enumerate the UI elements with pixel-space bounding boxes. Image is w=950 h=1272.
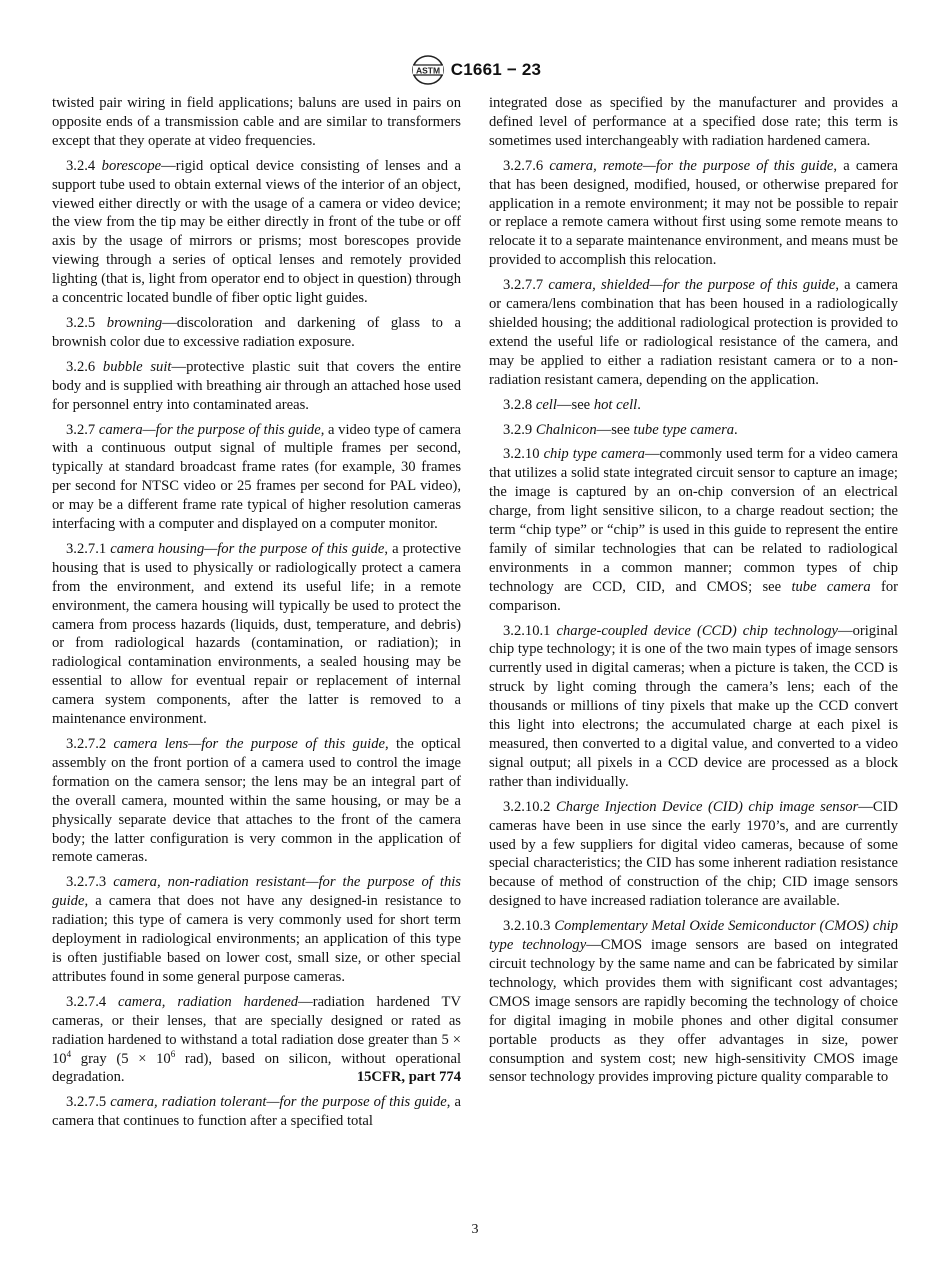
- definition-camera-lens: 3.2.7.2 camera lens—for the purpose of this guide, the optical assembly on the front portion of a camera used to control the image formation on the camera sensor; the lens may be an integral part of the overall camera, mounted within the same housing, or may be a physically separate device that attaches to the front of the camera body; the latter configuration is very common in the application of remote cameras.: [52, 736, 461, 866]
- left-column: [52, 94, 461, 1137]
- definition-camera-shielded: 3.2.7.7 camera, shielded—for the purpose of this guide, a camera or camera/lens combination that has been housed in a radiologically shielded housing; the additional radiological protection is provided to extend the useful life or radiological resistance of the camera, and may be applied to either a radiation resistant camera or to a non-radiation resistant camera, depending on the application.: [489, 277, 898, 388]
- definition-camera-radiation-hardened: 3.2.7.4 camera, radiation hardened—radiation hardened TV cameras, or their lenses, that are specially designed or rated as radiation hardened to withstand a total radiation dose greater than $5 \times 10^4$ gray ($5 \times 10^6$ rad), based on silicon, without operational degradation. 15CFR, part 774: [52, 993, 461, 1086]
- right-column: [489, 94, 898, 1093]
- definition-camera-non-radiation-resistant: 3.2.7.3 camera, non-radiation resistant—for the purpose of this guide, a camera that does not have any designed-in resistance to radiation; this type of camera is very commonly used for short term deployment in radiological environments; an application of this type is often justifiable based on lower cost, small size, or other special attributes found in some general purpose cameras.: [52, 874, 461, 985]
- definition-cell: 3.2.8 cell—see hot cell.: [503, 396, 641, 413]
- definition-ccd: 3.2.10.1 charge-coupled device (CCD) chip technology—original chip type technology; it is one of the two main types of image sensors currently used in digital cameras; when a picture is taken, the CCD is struck by light coming through the camera’s lens; each of the thousands or millions of tiny pixels that make up the CCD convert this light into electrons; the accumulated charge at each pixel is measured, then converted to a digital value, and converted to a video signal output; all pixels in a CCD device are processed as a block rather than individually.: [489, 622, 898, 790]
- definition-chalnicon: 3.2.9 Chalnicon—see tube type camera.: [503, 421, 738, 438]
- definition-browning: 3.2.5 browning—discoloration and darkening of glass to a brownish color due to excessive radiation exposure.: [52, 314, 461, 350]
- document-id: C1661 − 23: [450, 60, 542, 79]
- svg-text:ASTM: ASTM: [415, 65, 440, 76]
- definition-borescope: 3.2.4 borescope—rigid optical device consisting of lenses and a support tube used to obtain external views of the interior of an object, viewed either directly or with the usage of a camera or video device; the view from the tip may be either directly in front of the tube or off axis by the usage of mirrors or prisms; most borescopes provide viewing through a series of optical lenses and remotely provided lighting (that is, light from operator end to object in question) through a concentric located bundle of fiber optic light guides.: [52, 157, 461, 307]
- page-header: [0, 54, 950, 91]
- paragraph-continued: integrated dose as specified by the manufacturer and provides a defined level of performance at a specified dose rate; this term is sometimes used interchangeably with radiation hardened camera.: [489, 95, 898, 149]
- definition-bubble-suit: 3.2.6 bubble suit—protective plastic suit that covers the entire body and is supplied with breathing air through an attached hose used for personnel entry into contaminated areas.: [52, 358, 461, 413]
- page-number: 3: [471, 1222, 479, 1237]
- definition-camera-radiation-tolerant: 3.2.7.5 camera, radiation tolerant—for the purpose of this guide, a camera that continues to function after a specified total: [52, 1094, 461, 1130]
- definition-chip-type-camera: 3.2.10 chip type camera—commonly used term for a video camera that utilizes a solid state integrated circuit sensor to capture an image; the image is captured by an on-chip conversion of an electrical charge, from light sensitive silicon, to a charge readout section; the term “chip type” or “chip” is used in this guide to represent the entire family of similar technologies that can be related to radiological environments in a common manner; common types of chip technology are CCD, CID, and CMOS; see tube camera for comparison.: [489, 446, 899, 614]
- definition-camera-housing: 3.2.7.1 camera housing—for the purpose of this guide, a protective housing that is used to physically or radiologically protect a camera from the environment, and extend its useful life; in a remote environment, the camera housing will typically be used to protect the camera from process hazards (liquids, dust, temperature, and debris) or from radiological hazards (contamination, or radiation); in radiological contamination environments, a sealed housing may be essential to allow for eventual repair or replacement of internal camera system components, after the latter is removed to a maintenance environment.: [52, 540, 461, 728]
- definition-cmos: 3.2.10.3 Complementary Metal Oxide Semiconductor (CMOS) chip type technology—CMOS image sensors are based on integrated circuit technology by the same name and can be fabricated by similar technology, which provides them with significant cost advantages; CMOS image sensors are rapidly becoming the technology of choice for digital imaging in mobile phones and other digital consumer portable products as they offer advantages in size, power consumption and system cost; new high-sensitivity CMOS image sensor technology provides improving picture quality comparable to: [489, 918, 898, 1086]
- definition-cid: 3.2.10.2 Charge Injection Device (CID) chip image sensor—CID cameras have been in use since the early 1970’s, and are currently used by a few suppliers for digital video cameras, because of some special characteristics; the CID has some inherent radiation resistance because of method of construction of the chip; CID image sensors designed to have increased radiation tolerance are available.: [489, 798, 898, 910]
- definition-camera-remote: 3.2.7.6 camera, remote—for the purpose of this guide, a camera that has been designed, modified, housed, or otherwise prepared for application in a remote environment; it may not be possible to repair or replace a remote camera without first using some remote means to relocate it to a separate maintenance environment, and means must be provided to accomplish this relocation.: [489, 157, 898, 269]
- paragraph-continued: twisted pair wiring in field applications; baluns are used in pairs on opposite ends of a transmission cable and are similar to transformers except that they operate at video frequencies.: [52, 95, 461, 149]
- astm-logo-icon: [409, 54, 447, 86]
- definition-camera: 3.2.7 camera—for the purpose of this guide, a video type of camera with a continuous output signal of multiple frames per second, typically at standard broadcast frame rates (for example, 30 frames per second for NTSC video or 25 frames per second for PAL video), or may be a different frame rate typical of higher resolution cameras interfacing with a computer and displayed on a computer monitor.: [52, 421, 461, 533]
- reference-citation: 15CFR, part 774: [356, 1069, 461, 1086]
